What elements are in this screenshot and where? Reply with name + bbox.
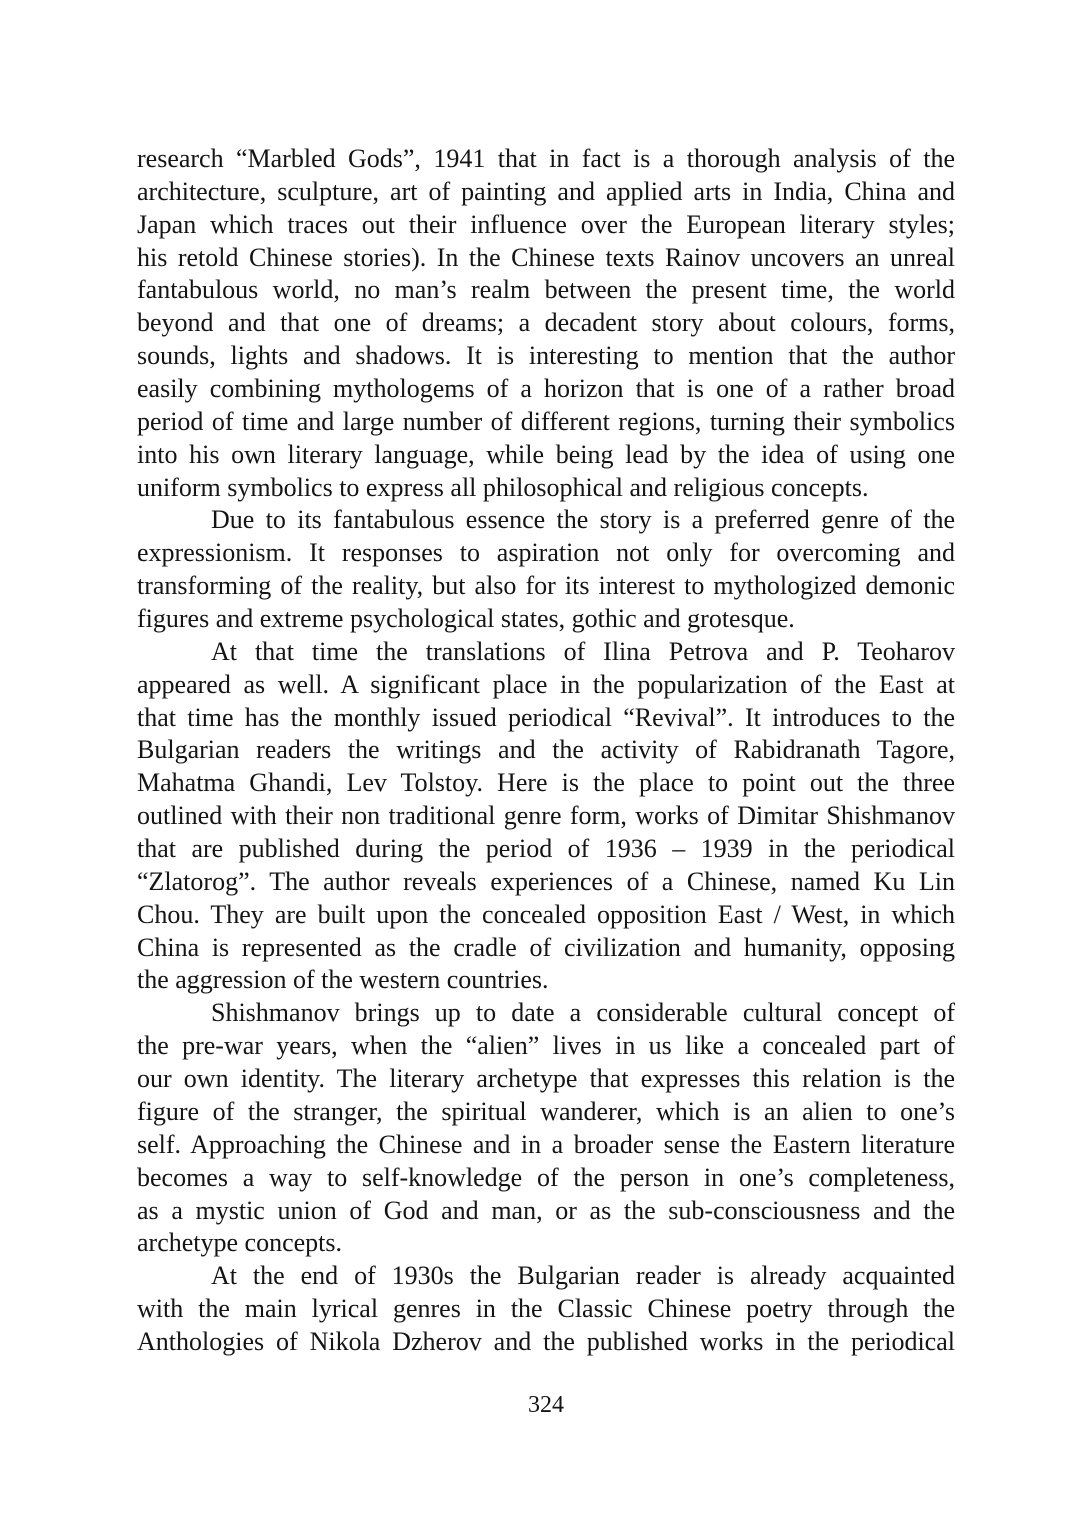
text-line: easily combining mythologems of a horizon that is one of a rather broad: [137, 374, 955, 404]
text-line: beyond and that one of dreams; a decadent story about colours, forms,: [137, 308, 955, 338]
text-line: period of time and large number of different regions, turning their symbolics: [137, 406, 955, 436]
text-line: that are published during the period of 1936 – 1939 in the periodical: [137, 834, 955, 864]
text-line: At the end of 1930s the Bulgarian reader is already acquainted: [211, 1261, 955, 1291]
text-line: Chou. They are built upon the concealed opposition East / West, in which: [137, 899, 955, 929]
text-line: becomes a way to self-knowledge of the person in one’s completeness,: [137, 1162, 955, 1192]
paragraph: [137, 997, 955, 1260]
text-line: Anthologies of Nikola Dzherov and the published works in the periodical: [137, 1326, 955, 1356]
text-line: into his own literary language, while being lead by the idea of using one: [137, 439, 955, 469]
text-line: figures and extreme psychological states, gothic and grotesque.: [137, 604, 795, 634]
text-line: transforming of the reality, but also for its interest to mythologized demonic: [137, 571, 955, 601]
text-line: his retold Chinese stories). In the Chinese texts Rainov uncovers an unreal: [137, 242, 955, 272]
text-line: the aggression of the western countries.: [137, 965, 549, 995]
text-line: research “Marbled Gods”, 1941 that in fact is a thorough analysis of the: [137, 144, 955, 173]
text-line: Shishmanov brings up to date a considerable cultural concept of: [211, 998, 955, 1028]
text-line: Japan which traces out their influence over the European literary styles;: [137, 209, 955, 239]
text-line: sounds, lights and shadows. It is interesting to mention that the author: [137, 341, 955, 371]
text-line: fantabulous world, no man’s realm between the present time, the world: [137, 275, 955, 305]
text-line: as a mystic union of God and man, or as the sub-consciousness and the: [137, 1195, 955, 1225]
text-line: Due to its fantabulous essence the story is a preferred genre of the: [211, 505, 955, 535]
body-text: [137, 143, 955, 1359]
paragraph: [137, 636, 955, 997]
text-line: self. Approaching the Chinese and in a broader sense the Eastern literature: [137, 1129, 955, 1159]
paragraph: [137, 504, 955, 635]
text-line: Bulgarian readers the writings and the activity of Rabidranath Tagore,: [137, 735, 955, 765]
text-line: appeared as well. A significant place in the popularization of the East at: [137, 669, 955, 699]
text-line: China is represented as the cradle of civilization and humanity, opposing: [137, 932, 955, 962]
text-line: that time has the monthly issued periodical “Revival”. It introduces to the: [137, 702, 955, 732]
text-line: archetype concepts.: [137, 1228, 343, 1258]
text-line: “Zlatorog”. The author reveals experiences of a Chinese, named Ku Lin: [137, 866, 955, 896]
text-line: our own identity. The literary archetype that expresses this relation is the: [137, 1064, 955, 1094]
paragraph: [137, 143, 955, 504]
text-line: Mahatma Ghandi, Lev Tolstoy. Here is the place to point out the three: [137, 768, 955, 798]
paragraph: [137, 1260, 955, 1359]
text-line: architecture, sculpture, art of painting and applied arts in India, China and: [137, 176, 955, 206]
text-line: figure of the stranger, the spiritual wanderer, which is an alien to one’s: [137, 1096, 955, 1126]
text-line: uniform symbolics to express all philosophical and religious concepts.: [137, 472, 869, 502]
text-line: expressionism. It responses to aspiration not only for overcoming and: [137, 538, 955, 568]
text-line: the pre-war years, when the “alien” lives in us like a concealed part of: [137, 1031, 955, 1061]
text-line: At that time the translations of Ilina Petrova and P. Teoharov: [211, 636, 955, 666]
text-line: with the main lyrical genres in the Classic Chinese poetry through the: [137, 1294, 955, 1324]
page-number: 324: [528, 1392, 564, 1418]
text-line: outlined with their non traditional genre form, works of Dimitar Shishmanov: [137, 801, 955, 831]
